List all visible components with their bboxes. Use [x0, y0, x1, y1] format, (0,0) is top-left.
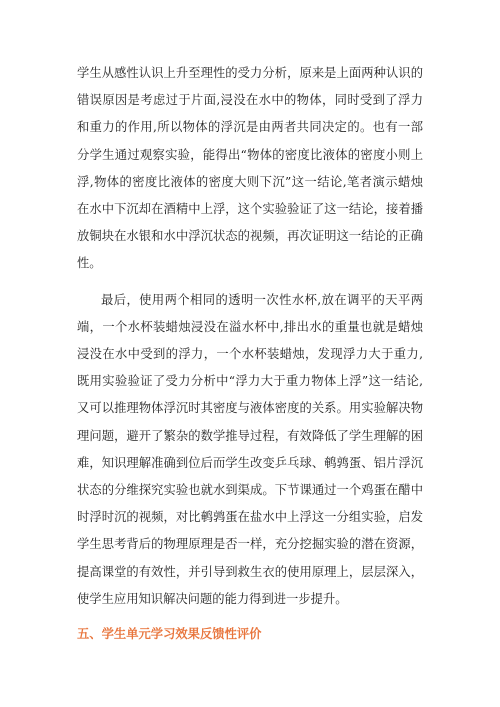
paragraph-experiment-conclusion: 最后，使用两个相同的透明一次性水杯,放在调平的天平两端，一个水杯装蜡烛浸没在溢水杯中,排出水的重量也就是蜡烛浸没在水中受到的浮力，一个水杯装蜡烛，发现浮力大于重力,既用实验验证了受力分析中“浮力大于重力物体上浮”这一结论,又可以推理物体浮沉时其密度与液体密度的关系。用实验解决物理问题，避开了繁杂的数学推导过程，有效降低了学生理解的困难，知识理解准确到位后而学生改变乒乓球、鹌鹑蛋、铝片浮沉状态的分维探究实验也就水到渠成。下节课通过一个鸡蛋在醋中时浮时沉的视频，对比鹌鹑蛋在盐水中上浮这一分组实验，启发学生思考背后的物理原理是否一样，充分挖掘实验的潜在资源，提高课堂的有效性，并引导到救生衣的使用原理上，层层深入，使学生应用知识解决问题的能力得到进一步提升。 — [77, 292, 423, 606]
document-body — [77, 60, 423, 647]
paragraph-buoyancy-analysis: 学生从感性认识上升至理性的受力分析，原来是上面两种认识的错误原因是考虑过于片面,浸没在水中的物体，同时受到了浮力和重力的作用,所以物体的浮沉是由两者共同决定的。也有一部分学生通过观察实验，能得出“物体的密度比液体的密度小则上浮,物体的密度比液体的密度大则下沉”这一结论,笔者演示蜡烛在水中下沉却在酒精中上浮，这个实验验证了这一结论，接着播放铜块在水银和水中浮沉状态的视频，再次证明这一结论的正确性。 — [77, 66, 423, 271]
section-heading-evaluation: 五、学生单元学习效果反馈性评价 — [77, 626, 262, 642]
